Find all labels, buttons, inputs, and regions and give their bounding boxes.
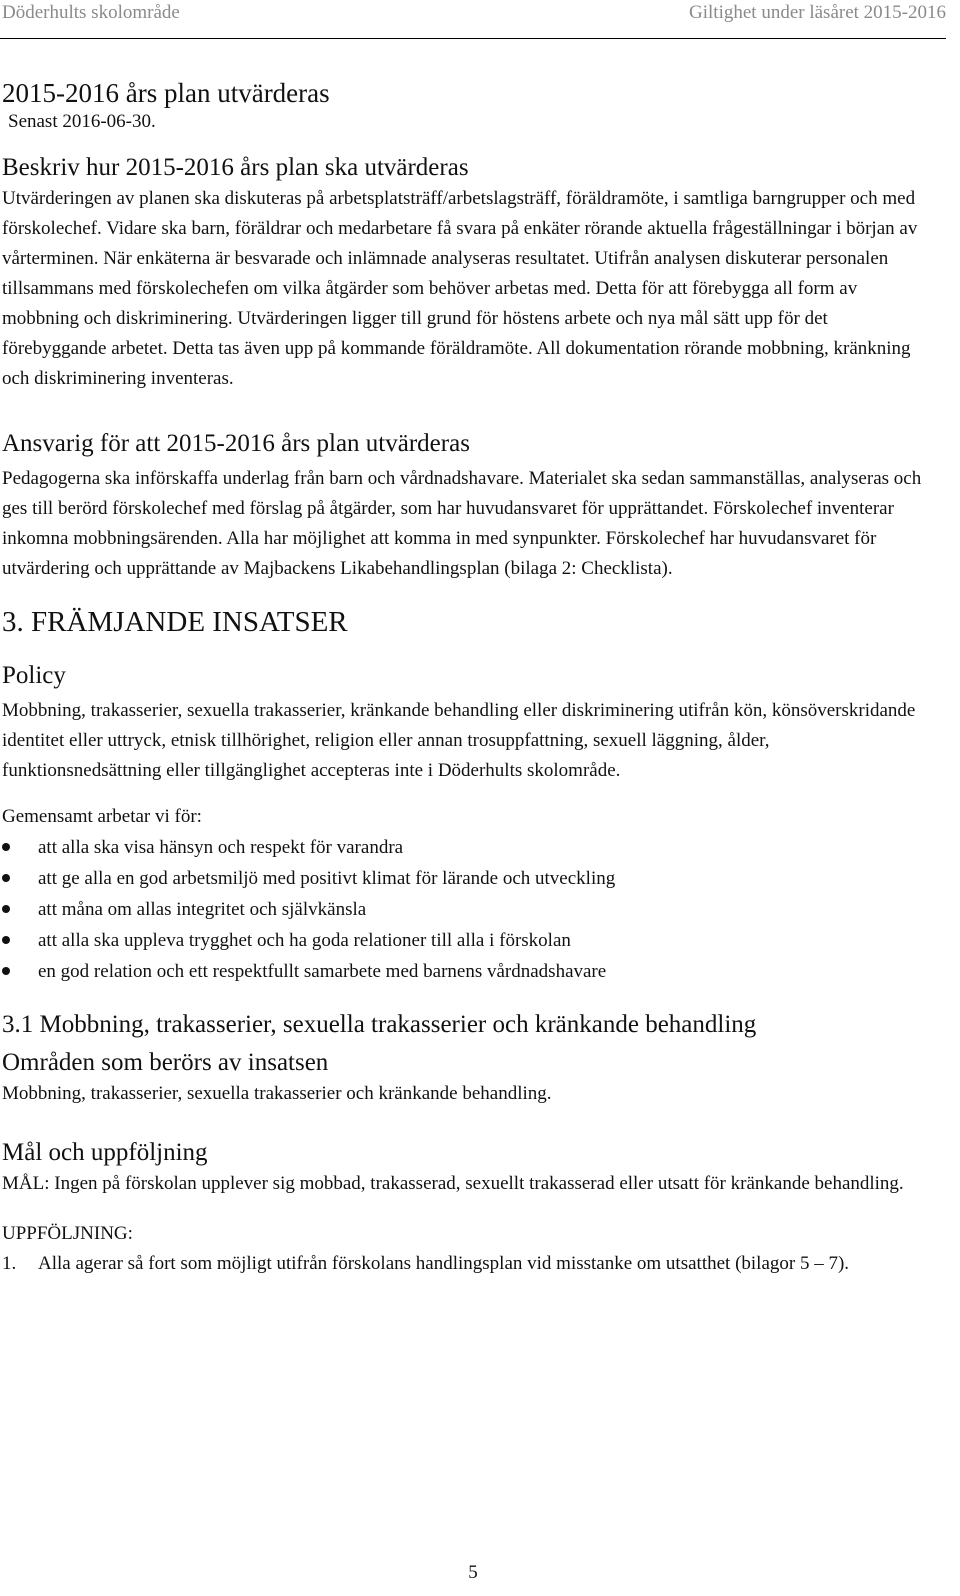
followup-label: UPPFÖLJNING:: [2, 1223, 133, 1244]
list-item-text: att alla ska visa hänsyn och respekt för varandra: [38, 837, 404, 858]
followup-item-text: Alla agerar så fort som möjligt utifrån förskolans handlingsplan vid misstanke om utsatthet (bilagor 5 – 7).: [38, 1253, 850, 1274]
areas-heading: Områden som berörs av insatsen: [2, 1049, 329, 1076]
evaluation-title: 2015-2016 års plan utvärderas: [2, 78, 330, 108]
policy-heading: Policy: [2, 662, 66, 689]
list-item: [2, 894, 932, 925]
list-item-text: att ge alla en god arbetsmiljö med positivt klimat för lärande och utveckling: [38, 868, 616, 889]
policy-paragraph: Mobbning, trakasserier, sexuella trakasserier, kränkande behandling eller diskriminering utifrån kön, könsöverskridande identitet eller uttryck, etnisk tillhörighet, religion eller annan trosuppfattning, sexuell läggning, ålder, funktionsnedsättning eller tillgänglighet accepteras inte i Döderhults skolområde.: [2, 700, 916, 781]
responsible-heading: Ansvarig för att 2015-2016 års plan utvärderas: [2, 430, 470, 457]
followup-item: [2, 1249, 932, 1279]
bullet-icon: [2, 905, 10, 913]
together-list: [2, 832, 932, 987]
describe-paragraph: Utvärderingen av planen ska diskuteras på arbetsplatsträff/arbetslagsträff, föräldramöte, i samtliga barngrupper och med förskolechef. Vidare ska barn, föräldrar och medarbetare få svara på enkäter rörande aktuella frågeställningar i början av vårterminen. När enkäterna är besvarade och inlämnade analyseras resultatet. Utifrån analysen diskuterar personalen tillsammans med förskolechefen om vilka åtgärder som behöver arbetas med. Detta för att förebygga all form av mobbning och diskriminering. Utvärderingen ligger till grund för höstens arbete och nya mål sätt upp för det förebyggande arbetet. Detta tas även upp på kommande föräldramöte. All dokumentation rörande mobbning, kränkning och diskriminering inventeras.: [2, 188, 918, 389]
page-content: [2, 76, 932, 1279]
section-3-title: 3. FRÄMJANDE INSATSER: [2, 606, 348, 638]
followup-item-number: 1.: [2, 1253, 17, 1274]
together-label: Gemensamt arbetar vi för:: [2, 806, 202, 827]
list-item: [2, 956, 932, 987]
bullet-icon: [2, 936, 10, 944]
list-item: [2, 832, 932, 863]
list-item-text: att alla ska uppleva trygghet och ha goda relationer till alla i förskolan: [38, 930, 571, 951]
describe-heading: Beskriv hur 2015-2016 års plan ska utvärderas: [2, 154, 469, 181]
goals-heading: Mål och uppföljning: [2, 1139, 208, 1166]
bullet-icon: [2, 874, 10, 882]
page-header: [0, 2, 946, 39]
header-validity: Giltighet under läsåret 2015-2016: [689, 2, 946, 23]
list-item-text: att måna om allas integritet och självkänsla: [38, 899, 367, 920]
page-number: 5: [468, 1562, 478, 1583]
header-school-name: Döderhults skolområde: [2, 2, 180, 23]
list-item-text: en god relation och ett respektfullt samarbete med barnens vårdnadshavare: [38, 961, 607, 982]
bullet-icon: [2, 967, 10, 975]
list-item: [2, 925, 932, 956]
section-3-1-title: 3.1 Mobbning, trakasserier, sexuella trakasserier och kränkande behandling: [2, 1011, 757, 1038]
evaluation-deadline: Senast 2016-06-30.: [8, 111, 156, 132]
responsible-paragraph: Pedagogerna ska införskaffa underlag från barn och vårdnadshavare. Materialet ska sedan sammanställas, analyseras och ges till berörd förskolechef med förslag på åtgärder, som har huvudansvaret för upprättandet. Förskolechef inventerar inkomna mobbningsärenden. Alla har möjlighet att komma in med synpunkter. Förskolechef har huvudansvaret för utvärdering och upprättande av Majbackens Likabehandlingsplan (bilaga 2: Checklista).: [2, 468, 922, 579]
areas-paragraph: Mobbning, trakasserier, sexuella trakasserier och kränkande behandling.: [2, 1083, 552, 1104]
goal-paragraph: MÅL: Ingen på förskolan upplever sig mobbad, trakasserad, sexuellt trakasserad eller utsatt för kränkande behandling.: [2, 1173, 904, 1194]
list-item: [2, 863, 932, 894]
bullet-icon: [2, 843, 10, 851]
